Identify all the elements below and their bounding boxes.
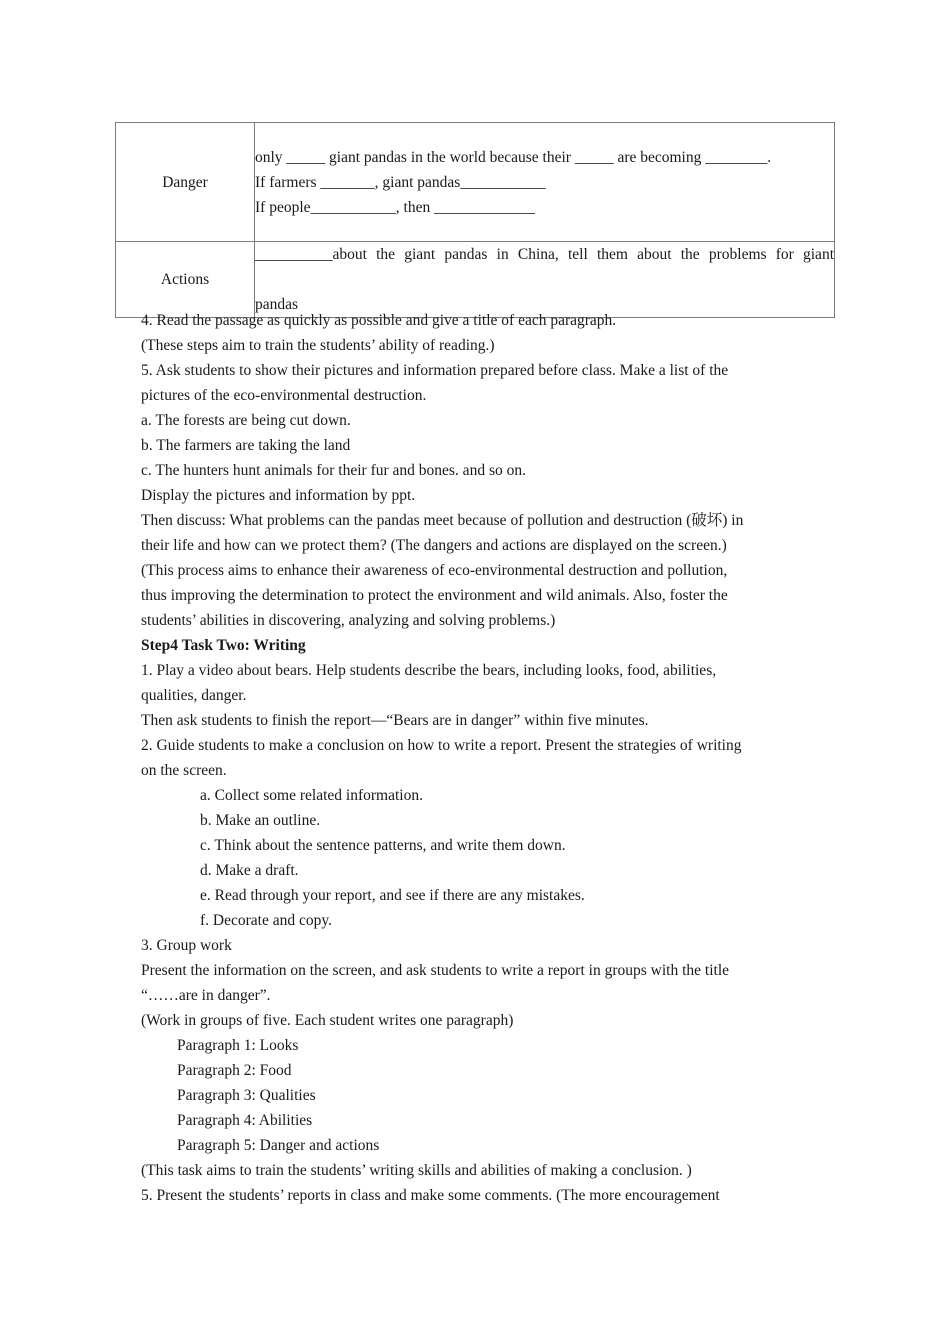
body-line-35: (This task aims to train the students’ writing skills and abilities of making a conclusion. ) xyxy=(141,1162,692,1179)
body-line-2: (These steps aim to train the students’ ability of reading.) xyxy=(141,337,495,354)
strategy-item-e: e. Read through your report, and see if there are any mistakes. xyxy=(200,887,585,904)
body-line-16: qualities, danger. xyxy=(141,687,247,704)
danger-actions-table-wrapper xyxy=(115,122,835,318)
table-row-danger xyxy=(116,123,835,242)
table-cell-actions-body xyxy=(255,242,835,318)
paragraph-item-4: Paragraph 4: Abilities xyxy=(177,1112,313,1129)
body-line-6: b. The farmers are taking the land xyxy=(141,437,351,454)
paragraph-item-5: Paragraph 5: Danger and actions xyxy=(177,1137,380,1154)
body-line-17: Then ask students to finish the report—“Bears are in danger” within five minutes. xyxy=(141,712,649,729)
body-line-18: 2. Guide students to make a conclusion on how to write a report. Present the strategies of writing xyxy=(141,737,742,754)
body-line-27: Present the information on the screen, and ask students to write a report in groups with the title xyxy=(141,962,730,979)
danger-line-3: If people___________, then _____________ xyxy=(255,198,535,216)
table-cell-danger-body xyxy=(255,123,835,242)
actions-line-2: pandas xyxy=(255,296,299,313)
body-line-19: on the screen. xyxy=(141,762,227,779)
danger-actions-table xyxy=(115,122,835,318)
danger-line-1: only _____ giant pandas in the world because their _____ are becoming ________. xyxy=(255,148,772,166)
body-text xyxy=(141,308,808,1208)
strategy-item-a: a. Collect some related information. xyxy=(200,787,423,804)
strategy-item-c: c. Think about the sentence patterns, and write them down. xyxy=(200,837,566,854)
body-line-9: Then discuss: What problems can the pandas meet because of pollution and destruction (破坏) in xyxy=(141,512,744,529)
table-row-actions xyxy=(116,242,835,318)
paragraph-item-2: Paragraph 2: Food xyxy=(177,1062,292,1079)
strategy-item-f: f. Decorate and copy. xyxy=(200,912,332,929)
body-line-36: 5. Present the students’ reports in class and make some comments. (The more encouragement xyxy=(141,1187,720,1204)
table-cell-danger-label: Danger xyxy=(116,123,255,242)
body-line-10: their life and how can we protect them? (The dangers and actions are displayed on the screen.) xyxy=(141,537,727,554)
body-line-15: 1. Play a video about bears. Help students describe the bears, including looks, food, abilities, xyxy=(141,662,717,679)
paragraph-item-3: Paragraph 3: Qualities xyxy=(177,1087,316,1104)
body-line-7: c. The hunters hunt animals for their fur and bones. and so on. xyxy=(141,462,526,479)
body-line-28: “……are in danger”. xyxy=(141,987,271,1004)
section-heading-step4: Step4 Task Two: Writing xyxy=(141,637,306,654)
table-cell-actions-label: Actions xyxy=(116,242,255,318)
body-line-29: (Work in groups of five. Each student writes one paragraph) xyxy=(141,1012,514,1029)
body-line-4: pictures of the eco-environmental destruction. xyxy=(141,387,427,404)
body-line-8: Display the pictures and information by ppt. xyxy=(141,487,416,504)
strategy-item-b: b. Make an outline. xyxy=(200,812,321,829)
paragraph-item-1: Paragraph 1: Looks xyxy=(177,1037,299,1054)
body-line-12: thus improving the determination to protect the environment and wild animals. Also, foster the xyxy=(141,587,728,604)
strategy-item-d: d. Make a draft. xyxy=(200,862,299,879)
body-line-11: (This process aims to enhance their awareness of eco-environmental destruction and pollution, xyxy=(141,562,728,579)
body-line-5: a. The forests are being cut down. xyxy=(141,412,351,429)
actions-line-1: __________about the giant pandas in China, tell them about the problems for giant xyxy=(255,246,834,263)
body-line-13: students’ abilities in discovering, analyzing and solving problems.) xyxy=(141,612,556,629)
body-line-26: 3. Group work xyxy=(141,937,232,954)
danger-line-2: If farmers _______, giant pandas___________ xyxy=(255,173,546,191)
body-line-3: 5. Ask students to show their pictures and information prepared before class. Make a list of the xyxy=(141,362,729,379)
body-line-1: 4. Read the passage as quickly as possible and give a title of each paragraph. xyxy=(141,312,617,329)
